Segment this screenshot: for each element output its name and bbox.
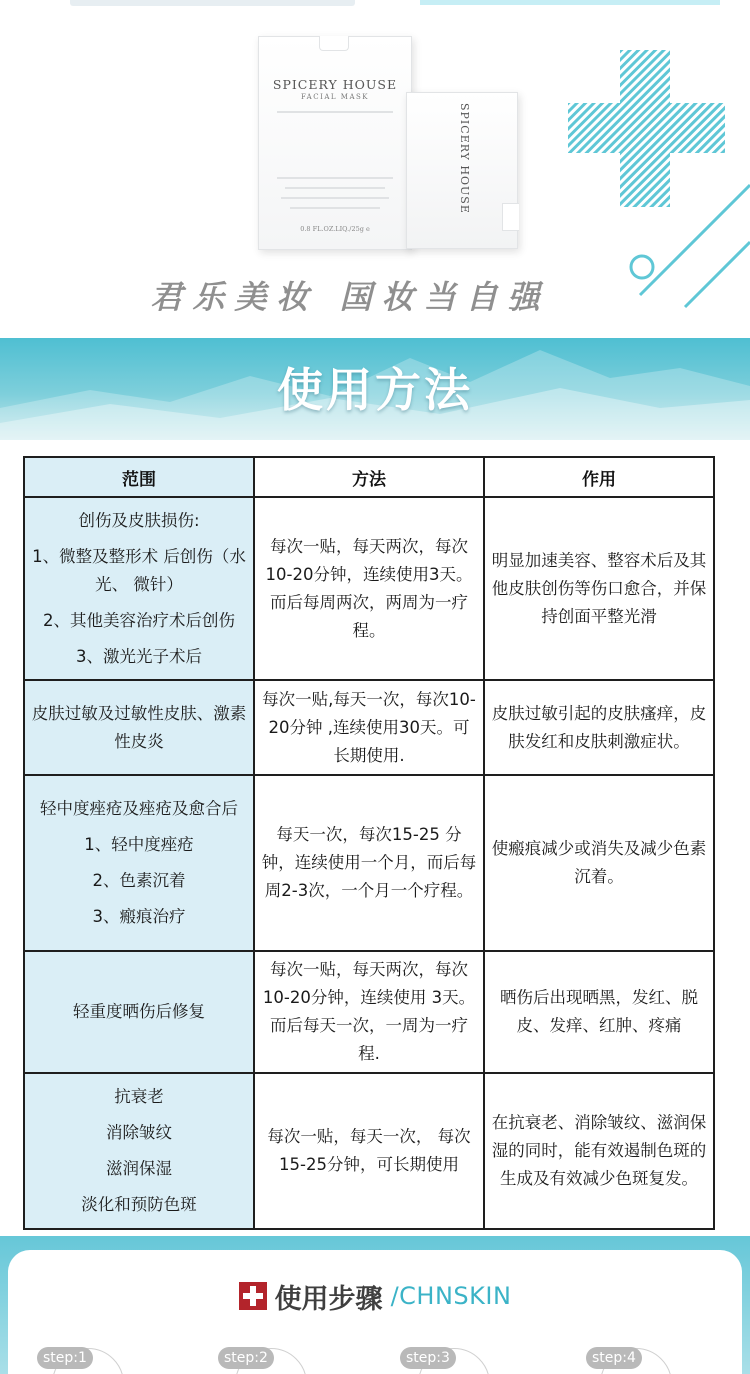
- top-decor-strip-right: [420, 0, 720, 5]
- scope-line: 淡化和预防色斑: [81, 1195, 197, 1214]
- scope-line: 创伤及皮肤损伤:: [78, 510, 200, 530]
- method-cell: 每天一次，每次15-25 分钟，连续使用一个月，而后每周2-3次，一个月一个疗程。: [254, 775, 484, 951]
- steps-title: 使用步骤: [274, 1283, 383, 1315]
- step-badge-2: step:2: [218, 1347, 274, 1369]
- mask-package-side: [406, 92, 518, 249]
- scope-cell: [24, 951, 254, 1073]
- method-cell: 每次一贴,每天一次，每次10-20分钟 ,连续使用30天。可长期使用.: [254, 680, 484, 775]
- usage-banner-title: 使用方法: [277, 363, 473, 417]
- scope-line: 1、轻中度痤疮: [84, 835, 194, 854]
- method-cell: 每次一贴，每天两次，每次10-20分钟，连续使用3天。而后每周两次，两周为一疗程。: [254, 497, 484, 680]
- package-brand: SPICERY HOUSE: [272, 77, 398, 92]
- header-effect: 作用: [484, 457, 714, 497]
- package-side-brand: SPICERY HOUSE: [458, 103, 471, 214]
- table-row: [24, 1073, 714, 1229]
- table-header-row: [24, 457, 714, 497]
- table-row: [24, 775, 714, 951]
- scope-cell: [24, 497, 254, 680]
- package-small-print: [277, 177, 393, 179]
- scope-line: 轻中度痤疮及痤疮及愈合后: [40, 799, 238, 818]
- top-decor-strip: [70, 0, 355, 6]
- step-badge-4: step:4: [586, 1347, 642, 1369]
- scope-line: 3、激光光子术后: [76, 646, 202, 666]
- effect-cell: 明显加速美容、整容术后及其他皮肤创伤等伤口愈合，并保持创面平整光滑: [484, 497, 714, 680]
- header-method: 方法: [254, 457, 484, 497]
- scope-cell: [24, 775, 254, 951]
- scope-line: 2、其他美容治疗术后创伤: [43, 610, 235, 630]
- scope-line: 轻重度晒伤后修复: [73, 1002, 205, 1021]
- package-small-print: [290, 207, 380, 209]
- effect-cell: 晒伤后出现晒黑，发红、脱皮、发痒、红肿、疼痛: [484, 951, 714, 1073]
- steps-subtitle: /CHNSKIN: [390, 1282, 512, 1310]
- table-row: [24, 497, 714, 680]
- steps-heading: [0, 1276, 750, 1316]
- product-section: [0, 0, 750, 338]
- scope-line: 3、瘢痕治疗: [92, 907, 186, 926]
- scope-line: 2、色素沉着: [92, 871, 186, 890]
- table-row: [24, 951, 714, 1073]
- scope-line: 消除皱纹: [106, 1123, 172, 1142]
- scope-cell: [24, 680, 254, 775]
- scope-line: 皮肤过敏及过敏性皮肤、激素性皮炎: [31, 703, 247, 751]
- usage-table: [23, 456, 715, 1230]
- scope-line: 滋润保湿: [106, 1159, 172, 1178]
- package-small-print: [277, 111, 393, 113]
- step-badge-1: step:1: [37, 1347, 93, 1369]
- steps-section: [0, 1236, 750, 1374]
- method-cell: 每次一贴，每天一次， 每次15-25分钟，可长期使用: [254, 1073, 484, 1229]
- scope-cell: [24, 1073, 254, 1229]
- effect-cell: 在抗衰老、消除皱纹、滋润保湿的同时，能有效遏制色斑的生成及有效减少色斑复发。: [484, 1073, 714, 1229]
- brand-slogan: 君乐美妆 国妆当自强: [150, 278, 550, 316]
- header-scope: 范围: [24, 457, 254, 497]
- usage-banner: [0, 338, 750, 440]
- step-badge-3: step:3: [400, 1347, 456, 1369]
- package-hang-notch: [319, 36, 349, 51]
- effect-cell: 皮肤过敏引起的皮肤瘙痒，皮肤发红和皮肤刺激症状。: [484, 680, 714, 775]
- method-cell: 每次一贴，每天两次，每次10-20分钟，连续使用 3天。而后每天一次，一周为一疗程.: [254, 951, 484, 1073]
- package-product-line: FACIAL MASK: [300, 93, 370, 101]
- package-side-notch: [502, 203, 519, 231]
- scope-line: 1、微整及整形术 后创伤（水光、 微针）: [32, 546, 246, 594]
- package-small-print: [285, 187, 385, 189]
- effect-cell: 使瘢痕减少或消失及减少色素沉着。: [484, 775, 714, 951]
- scope-line: 抗衰老: [114, 1087, 164, 1106]
- package-small-print: [281, 197, 389, 199]
- table-row: [24, 680, 714, 775]
- mask-package-front: [258, 36, 412, 250]
- red-cross-icon: [239, 1282, 267, 1310]
- package-net-content: 0.8 FL.OZ.LIQ./25g e: [300, 225, 370, 233]
